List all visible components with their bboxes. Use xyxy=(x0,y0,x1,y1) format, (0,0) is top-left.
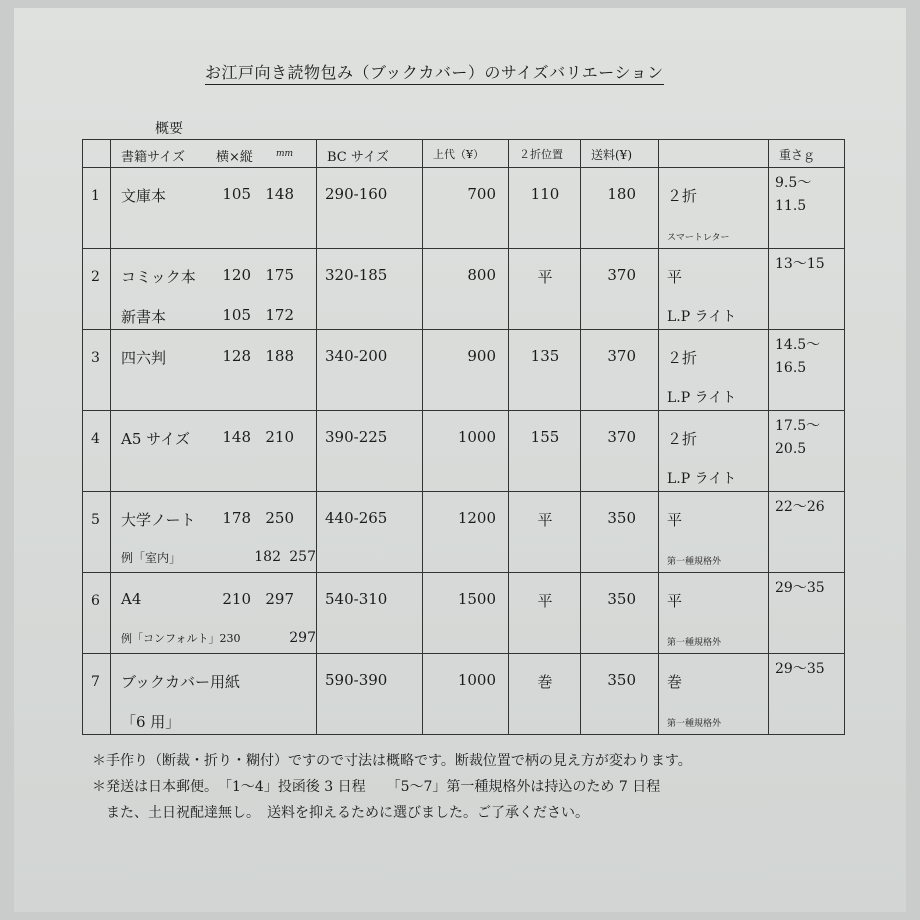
book-height: 188 xyxy=(265,347,294,365)
method-primary: ２折 xyxy=(667,430,698,448)
method-primary: 平 xyxy=(667,592,683,610)
fold-cell: 110 xyxy=(509,168,581,249)
book-name: ブックカバー用紙 xyxy=(121,673,240,691)
method-secondary: L.P ライト xyxy=(667,390,737,406)
header-weight: 重さｇ xyxy=(769,140,845,168)
header-fold: ２折位置 xyxy=(509,140,581,168)
weight-value: 9.5～ xyxy=(775,175,812,191)
book-name: 四六判 xyxy=(121,349,167,367)
shipping-cell: 180 xyxy=(581,168,659,249)
fold-cell: 155 xyxy=(509,411,581,492)
weight-value-alt: 16.5 xyxy=(775,360,807,376)
book-width-alt: 105 xyxy=(222,306,251,324)
price-cell: 900 xyxy=(423,330,509,411)
bc-size-cell: 390-225 xyxy=(317,411,423,492)
footnote: ＊手作り（断裁・折り・糊付）ですので寸法は概略です。断裁位置で柄の見え方が変わります。 xyxy=(92,753,692,769)
table-row xyxy=(83,168,845,249)
shipping-cell: 350 xyxy=(581,573,659,654)
weight-cell xyxy=(769,492,845,573)
header-num xyxy=(83,140,111,168)
shipping-cell: 370 xyxy=(581,411,659,492)
book-name: 文庫本 xyxy=(121,187,167,205)
method-secondary: L.P ライト xyxy=(667,309,737,325)
book-name-alt: 新書本 xyxy=(121,308,167,326)
book-height-alt: 257 xyxy=(289,549,316,565)
row-number: 2 xyxy=(83,249,111,330)
table-header-row xyxy=(83,140,845,168)
weight-value-alt: 20.5 xyxy=(775,441,807,457)
size-table xyxy=(82,139,845,735)
method-primary: 巻 xyxy=(667,673,683,691)
method-primary: ２折 xyxy=(667,187,698,205)
shipping-cell: 370 xyxy=(581,249,659,330)
row-number: 4 xyxy=(83,411,111,492)
weight-value: 17.5～ xyxy=(775,418,821,434)
method-cell xyxy=(659,654,769,735)
book-size-cell xyxy=(111,168,317,249)
shipping-cell: 370 xyxy=(581,330,659,411)
book-size-cell xyxy=(111,654,317,735)
book-size-cell xyxy=(111,249,317,330)
footnote: また、土日祝配達無し。 送料を抑えるために選びました。ご了承ください。 xyxy=(92,805,589,821)
book-size-cell xyxy=(111,492,317,573)
price-cell: 1200 xyxy=(423,492,509,573)
book-width: 128 xyxy=(222,347,251,365)
fold-cell: 平 xyxy=(509,492,581,573)
weight-cell xyxy=(769,573,845,654)
header-method xyxy=(659,140,769,168)
table-row xyxy=(83,249,845,330)
fold-cell: 平 xyxy=(509,573,581,654)
weight-value: 13～15 xyxy=(775,256,825,272)
book-size-cell xyxy=(111,573,317,654)
weight-cell xyxy=(769,168,845,249)
section-label: 概要 xyxy=(155,121,183,137)
price-cell: 1000 xyxy=(423,654,509,735)
method-primary: 平 xyxy=(667,511,683,529)
book-height: 175 xyxy=(265,266,294,284)
table-row xyxy=(83,492,845,573)
header-bc-size: BC サイズ xyxy=(317,140,423,168)
method-cell xyxy=(659,330,769,411)
row-number: 1 xyxy=(83,168,111,249)
weight-value: 14.5～ xyxy=(775,337,821,353)
method-secondary: L.P ライト xyxy=(667,471,737,487)
bc-size-cell: 290-160 xyxy=(317,168,423,249)
book-name: A4 xyxy=(121,590,142,608)
bc-size-cell: 440-265 xyxy=(317,492,423,573)
method-secondary: 第一種規格外 xyxy=(667,638,722,648)
book-width: 210 xyxy=(222,590,251,608)
book-width: 105 xyxy=(222,185,251,203)
bc-size-cell: 340-200 xyxy=(317,330,423,411)
weight-value: 29～35 xyxy=(775,580,825,596)
bc-size-cell: 320-185 xyxy=(317,249,423,330)
book-height-alt: 297 xyxy=(289,630,316,646)
fold-cell: 巻 xyxy=(509,654,581,735)
fold-cell: 135 xyxy=(509,330,581,411)
method-secondary: スマートレター xyxy=(667,233,730,243)
weight-cell xyxy=(769,411,845,492)
method-primary: 平 xyxy=(667,268,683,286)
method-secondary: 第一種規格外 xyxy=(667,719,722,729)
header-book-size: 書籍サイズ 横×縦 mm xyxy=(111,140,317,168)
book-height-alt: 172 xyxy=(265,306,294,324)
method-cell xyxy=(659,168,769,249)
table-row xyxy=(83,654,845,735)
method-secondary: 第一種規格外 xyxy=(667,557,722,567)
footnotes xyxy=(92,748,692,826)
header-price: 上代（¥） xyxy=(423,140,509,168)
price-cell: 1000 xyxy=(423,411,509,492)
book-size-cell xyxy=(111,330,317,411)
document-title: お江戸向き読物包み（ブックカバー）のサイズバリエーション xyxy=(205,60,664,85)
shipping-cell: 350 xyxy=(581,654,659,735)
method-cell xyxy=(659,411,769,492)
weight-cell xyxy=(769,654,845,735)
row-number: 5 xyxy=(83,492,111,573)
book-width: 178 xyxy=(222,509,251,527)
book-height: 297 xyxy=(265,590,294,608)
method-cell xyxy=(659,492,769,573)
bc-size-cell: 540-310 xyxy=(317,573,423,654)
book-size-cell xyxy=(111,411,317,492)
weight-value: 29～35 xyxy=(775,661,825,677)
method-primary: ２折 xyxy=(667,349,698,367)
row-number: 3 xyxy=(83,330,111,411)
book-width: 120 xyxy=(222,266,251,284)
row-number: 6 xyxy=(83,573,111,654)
book-name-alt: 例「室内」 xyxy=(121,551,182,565)
price-cell: 1500 xyxy=(423,573,509,654)
row-number: 7 xyxy=(83,654,111,735)
footnote: ＊発送は日本郵便。 「1～4」投函後 3 日程 「5～7」第一種規格外は持込のため 7 日程 xyxy=(92,779,661,795)
book-width: 148 xyxy=(222,428,251,446)
book-name: A5 サイズ xyxy=(121,430,190,448)
book-name-alt: 例「コンフォルト」230 xyxy=(121,632,241,645)
table-row xyxy=(83,573,845,654)
price-cell: 800 xyxy=(423,249,509,330)
weight-cell xyxy=(769,249,845,330)
weight-cell xyxy=(769,330,845,411)
book-name: コミック本 xyxy=(121,268,196,286)
table-row xyxy=(83,411,845,492)
method-cell xyxy=(659,573,769,654)
book-name: 大学ノート xyxy=(121,511,196,529)
fold-cell: 平 xyxy=(509,249,581,330)
book-height: 250 xyxy=(265,509,294,527)
header-shipping: 送料(¥) xyxy=(581,140,659,168)
weight-value-alt: 11.5 xyxy=(775,198,807,214)
table-row xyxy=(83,330,845,411)
weight-value: 22～26 xyxy=(775,499,825,515)
shipping-cell: 350 xyxy=(581,492,659,573)
book-name-alt: 「6 用」 xyxy=(121,713,181,731)
method-cell xyxy=(659,249,769,330)
book-height: 210 xyxy=(265,428,294,446)
price-cell: 700 xyxy=(423,168,509,249)
book-height: 148 xyxy=(265,185,294,203)
book-width-alt: 182 xyxy=(254,549,281,565)
bc-size-cell: 590-390 xyxy=(317,654,423,735)
